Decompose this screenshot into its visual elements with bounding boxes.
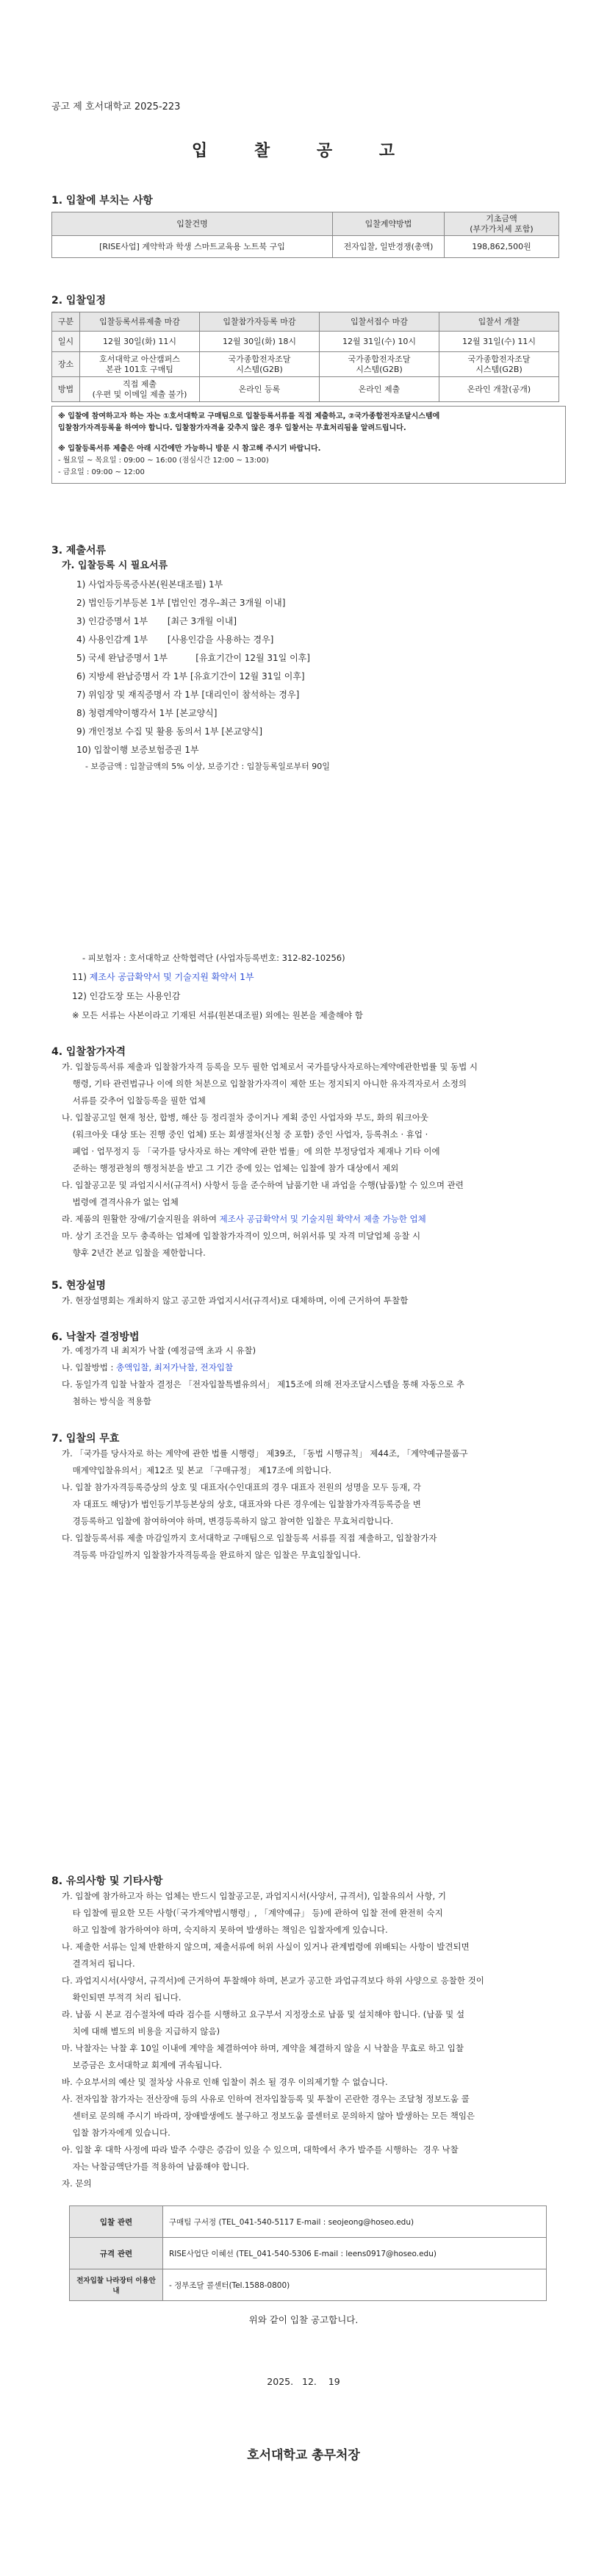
schedule-cell: 12월 31일(수) 11시 (439, 332, 559, 352)
schedule-cell: 온라인 제출 (320, 377, 439, 402)
section-3-subheading: 가. 입찰등록 시 필요서류 (62, 560, 168, 571)
contact-label: 규격 관련 (70, 2238, 163, 2269)
contact-table (69, 2205, 547, 2301)
doc-item: 12) 인감도장 또는 사용인감 (72, 991, 181, 1001)
header-base-amount: 기초금액 (부가가치세 포함) (445, 212, 559, 236)
doc-item: 4) 사용인감계 1부 [사용인감을 사용하는 경우] (76, 634, 274, 645)
schedule-header: 입찰서 개찰 (439, 312, 559, 332)
section-3-heading: 3. 제출서류 (51, 545, 107, 557)
award-method-text: 가. 예정가격 내 최저가 낙찰 (예정금액 초과 시 유찰) 나. 입찰방법 : 총액입찰, 최저가낙찰, 전자입찰 다. 동일가격 입찰 낙찰자 결정은 「전자입찰특별유의서」 제15조에 의해 전자조달시스템을 통해 자동으로 추 첨하는 방식을 적용함 (62, 1345, 465, 1406)
section-4-heading: 4. 입찰참가자격 (51, 1046, 126, 1058)
doc-item: 7) 위임장 및 재직증명서 각 1부 [대리인이 참석하는 경우] (76, 690, 300, 700)
qualification-text: 가. 입찰등록서류 제출과 입찰참가자격 등록을 모두 필한 업체로서 국가를당사자로하는계약에관한법률 및 동법 시 행령, 기타 관련법규나 이에 의한 처분으로 입찰참가자격이 제한 또는 정지되지 아니한 유자격자로서 소정의 서류를 갖추어 입찰등록을 필한 업체 나. 입찰공고일 현재 청산, 합병, 해산 등 정리절차 중이거나 계획 중인 사업자와 부도, 화의 워크아웃 (워크아웃 대상 또는 진행 중인 업체) 또는 회생절차(신청 중 포함) 중인 사업자, 등록취소 · 휴업 · 폐업 · 업무정지 등 「국가를 당사자로 하는 계약에 관한 법률」에 의한 부정당업자 제재나 기타 이에 준하는 행정관청의 행정처분을 받고 그 기간 중에 있는 업체는 입찰에 참가 대상에서 제외 다. 입찰공고문 및 과업지시서(규격서) 사항서 등을 준수하여 납품기한 내 과업을 수행(납품)할 수 있으며 관련 법령에 결격사유가 없는 업체 라. 제품의 원활한 장애/기술지원을 위하여 제조사 공급확약서 및 기술지원 확약서 제출 가능한 업체 마. 상기 조건을 모두 충족하는 업체에 입찰참가자격이 있으며, 허위서류 및 자격 미달업체 응찰 시 향후 2년간 본교 입찰을 제한합니다. (62, 1062, 478, 1258)
qualification-highlight: 제조사 공급확약서 및 기술지원 확약서 제출 가능한 업체 (219, 1214, 426, 1224)
schedule-cell: 국가종합전자조달 시스템(G2B) (320, 352, 439, 377)
schedule-cell: 국가종합전자조달 시스템(G2B) (439, 352, 559, 377)
issuer-signature: 호서대학교 총무처장 (247, 2448, 360, 2463)
note-line: - 월요일 ~ 목요일 : 09:00 ~ 16:00 (점심시간 12:00 ~ 13:00) (58, 457, 269, 465)
note-line: ※ 입찰등록서류 제출은 아래 시간에만 가능하니 방문 시 참고해 주시기 바랍니다. (58, 445, 321, 453)
guarantee-note: - 보증금액 : 입찰금액의 5% 이상, 보증기간 : 입찰등록일로부터 90일 (85, 762, 330, 771)
award-method-highlight: 총액입찰, 최저가낙찰, 전자입찰 (116, 1362, 234, 1373)
schedule-cell: 온라인 개찰(공개) (439, 377, 559, 402)
doc-item: 3) 인감증명서 1부 [최근 3개월 이내] (76, 616, 237, 626)
section-1-heading: 1. 입찰에 부치는 사항 (51, 195, 153, 207)
header-bid-name: 입찰건명 (52, 212, 333, 236)
contact-value: 구매팀 구서정 (TEL_041-540-5117 E-mail : seojeong@hoseo.edu) (163, 2206, 547, 2238)
doc-item: 1) 사업자등록증사본(원본대조필) 1부 (76, 579, 223, 590)
contract-method: 전자입찰, 일반경쟁(총액) (333, 236, 445, 258)
notice-date: 2025. 12. 19 (267, 2376, 340, 2387)
schedule-cell: 12월 31일(수) 10시 (320, 332, 439, 352)
note-line: ※ 입찰에 참여하고자 하는 자는 ①호서대학교 구매팀으로 입찰등록서류를 직접 제출하고, ②국가종합전자조달시스템에 (58, 412, 440, 421)
schedule-header: 입찰등록서류제출 마감 (80, 312, 200, 332)
schedule-cell: 국가종합전자조달 시스템(G2B) (200, 352, 320, 377)
schedule-cell: 12월 30일(화) 18시 (200, 332, 320, 352)
header-contract-method: 입찰계약방법 (333, 212, 445, 236)
schedule-row-label: 장소 (52, 352, 80, 377)
base-amount: 198,862,500원 (445, 236, 559, 258)
doc-note: ※ 모든 서류는 사본이라고 기재된 서류(원본대조필) 외에는 원본을 제출해야 함 (72, 1010, 363, 1020)
closing-text: 위와 같이 입찰 공고합니다. (248, 2314, 359, 2325)
section-5-heading: 5. 현장설명 (51, 1280, 107, 1292)
page-title: 입 찰 공 고 (192, 142, 415, 160)
schedule-cell: 온라인 등록 (200, 377, 320, 402)
doc-item: 10) 입찰이행 보증보험증권 1부 (76, 745, 199, 755)
insured-note: - 피보험자 : 호서대학교 산학협력단 (사업자등록번호: 312-82-10256) (82, 953, 345, 963)
schedule-cell: 12월 30일(화) 11시 (80, 332, 200, 352)
schedule-cell: 호서대학교 아산캠퍼스 본관 101호 구매팀 (80, 352, 200, 377)
schedule-header: 입찰참가자등록 마감 (200, 312, 320, 332)
contact-label: 입찰 관련 (70, 2206, 163, 2238)
section-8-heading: 8. 유의사항 및 기타사항 (51, 1875, 163, 1887)
schedule-header: 입찰서접수 마감 (320, 312, 439, 332)
notes-text: 가. 입찰에 참가하고자 하는 업체는 반드시 입찰공고문, 과업지시서(사양서, 규격서), 입찰유의서 사항, 기 타 입찰에 필요한 모든 사항(「국가계약법시행령」, 「계약예규」 등)에 관하여 입찰 전에 완전히 숙지 하고 입찰에 참가하여야 하며, 숙지하지 못하여 발생하는 책임은 입찰자에게 있습니다. 나. 제출한 서류는 일체 반환하지 않으며, 제출서류에 허위 사실이 있거나 관계법령에 위배되는 사항이 발견되면 결격처리 됩니다. 다. 과업지시서(사양서, 규격서)에 근거하여 투찰해야 하며, 본교가 공고한 과업규격보다 하위 사양으로 응찰한 것이 확인되면 부적격 처리 됩니다. 라. 납품 시 본교 검수절차에 따라 검수를 시행하고 요구부서 지정장소로 납품 및 설치해야 합니다. (납품 및 설 치에 대해 별도의 비용을 지급하지 않음) 마. 낙찰자는 낙찰 후 10일 이내에 계약을 체결하여야 하며, 계약을 체결하지 않을 시 낙찰을 무효로 하고 입찰 보증금은 호서대학교 회계에 귀속됩니다. 바. 수요부서의 예산 및 절차상 사유로 인해 입찰이 취소 될 경우 이의제기할 수 없습니다. 사. 전자입찰 참가자는 전산장애 등의 사유로 인하여 전자입찰등록 및 투찰이 곤란한 경우는 조달청 정보도움 콜 센터로 문의해 주시기 바라며, 장애발생에도 불구하고 정보도움 콜센터로 문의하지 않아 발생하는 모든 책임은 입찰 참가자에게 있습니다. 아. 입찰 후 대학 사정에 따라 발주 수량은 증감이 있을 수 있으며, 대학에서 추가 발주를 시행하는 경우 낙찰 자는 낙찰금액단가를 적용하여 납품해야 합니다. 자. 문의 (62, 1891, 484, 2189)
contact-value: - 정부조달 콜센터(Tel.1588-0800) (163, 2269, 547, 2301)
schedule-header: 구분 (52, 312, 80, 332)
notice-number: 공고 제 호서대학교 2025-223 (51, 101, 181, 112)
doc-item: 5) 국세 완납증명서 1부 [유효기간이 12월 31일 이후] (76, 653, 310, 663)
schedule-notes-box (51, 406, 566, 484)
invalidity-text: 가. 「국가를 당사자로 하는 계약에 관한 법률 시행령」 제39조, 「동법 시행규칙」 제44조, 「계약예규물품구 매계약입찰유의서」제12조 및 본교 「구매규정」 제17조에 의합니다. 나. 입찰 참가자격등록증상의 상호 및 대표자(수인대표의 경우 대표자 전원의 성명을 모두 등재, 각 자 대표도 해당)가 법인등기부등본상의 상호, 대표자와 다른 경우에는 입찰참가자격등록증을 변 경등록하고 입찰에 참여하여야 하며, 변경등록하지 않고 참여한 입찰은 무효처리합니다. 다. 입찰등록서류 제출 마감일까지 호서대학교 구매팀으로 입찰등록 서류를 직접 제출하고, 입찰참가자 격등록 마감일까지 입찰참가자격등록을 완료하지 않은 입찰은 무효입찰입니다. (62, 1448, 468, 1560)
doc-item: 8) 청렴계약이행각서 1부 [본교양식] (76, 708, 218, 718)
bid-name: [RISE사업] 계약학과 학생 스마트교육용 노트북 구입 (52, 236, 333, 258)
doc-item-11: 11) 제조사 공급확약서 및 기술지원 확약서 1부 (72, 972, 254, 982)
section-6-heading: 6. 낙찰자 결정방법 (51, 1331, 140, 1343)
doc-item: 2) 법인등기부등본 1부 [법인인 경우-최근 3개월 이내] (76, 598, 286, 608)
schedule-table (51, 312, 559, 402)
doc-item: 6) 지방세 완납증명서 각 1부 [유효기간이 12월 31일 이후] (76, 671, 305, 681)
site-briefing-text: 가. 현장설명회는 개최하지 않고 공고한 과업지시서(규격서)로 대체하며, 이에 근거하여 투찰함 (62, 1295, 409, 1306)
schedule-cell: 직접 제출 (우편 및 이메일 제출 불가) (80, 377, 200, 402)
bid-item-table (51, 212, 559, 258)
section-7-heading: 7. 입찰의 무효 (51, 1433, 120, 1445)
contact-label: 전자입찰 나라장터 이용안내 (70, 2269, 163, 2301)
schedule-row-label: 방법 (52, 377, 80, 402)
section-2-heading: 2. 입찰일정 (51, 295, 107, 307)
schedule-row-label: 일시 (52, 332, 80, 352)
doc-item: 9) 개인정보 수집 및 활용 동의서 1부 [본교양식] (76, 726, 263, 737)
doc-item-11-highlight: 제조사 공급확약서 및 기술지원 확약서 1부 (89, 972, 254, 982)
note-line: 입찰참가자격등록을 하여야 합니다. 입찰참가자격을 갖추지 않은 경우 입찰서는 무효처리됨을 알려드립니다. (58, 424, 406, 432)
note-line: - 금요일 : 09:00 ~ 12:00 (58, 468, 145, 476)
contact-value: RISE사업단 이혜선 (TEL_041-540-5306 E-mail : leens0917@hoseo.edu) (163, 2238, 547, 2269)
